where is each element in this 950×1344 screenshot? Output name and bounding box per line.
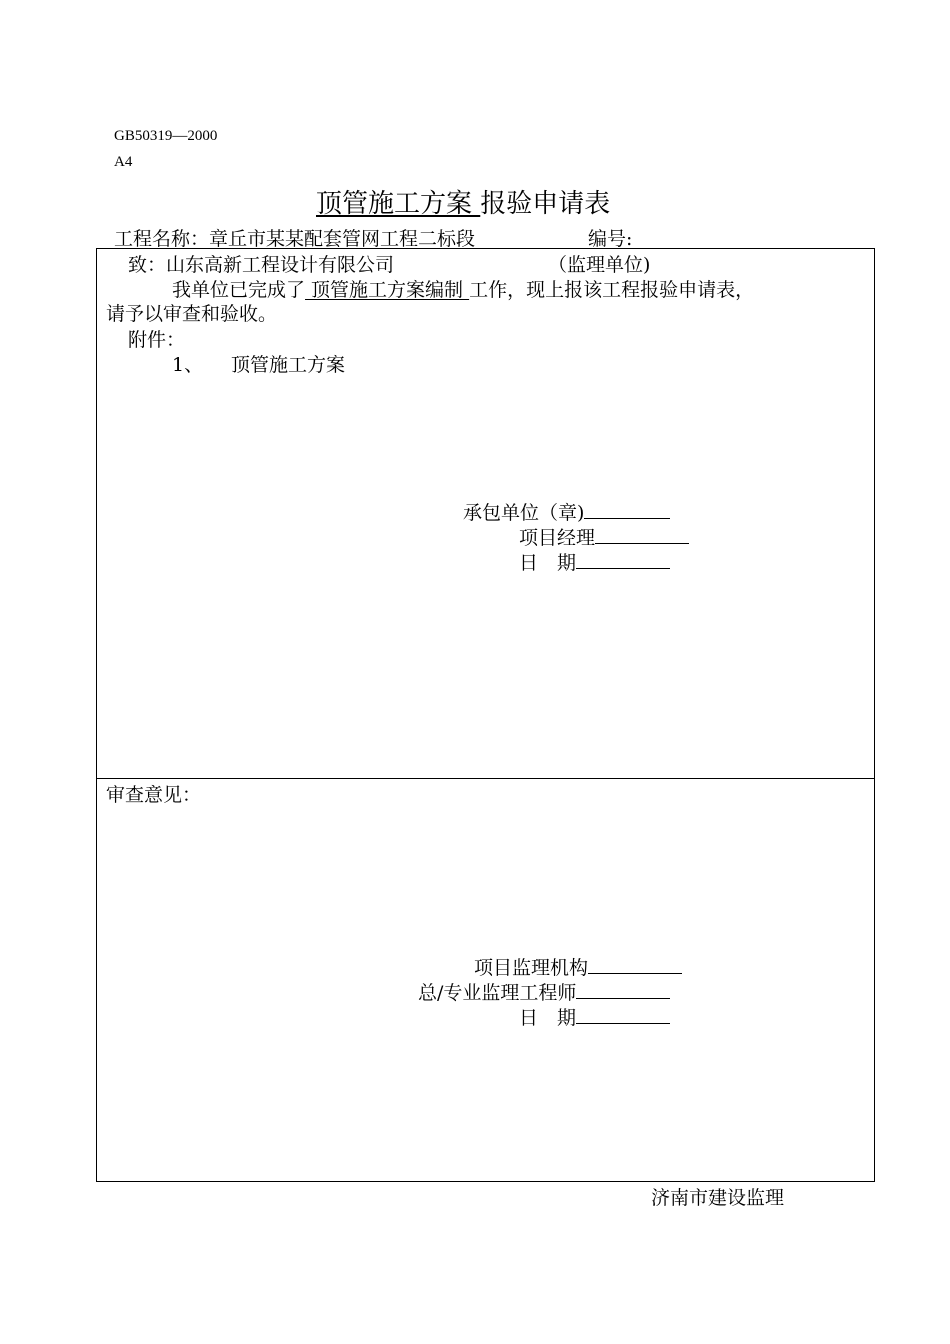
date-blank-1 bbox=[576, 552, 670, 569]
recipient-line bbox=[128, 250, 394, 277]
project-number-label: 编号: bbox=[588, 228, 633, 250]
engineer-label: 总/专业监理工程师 bbox=[418, 982, 577, 1004]
manager-label: 项目经理 bbox=[519, 527, 596, 549]
page-title bbox=[316, 183, 610, 220]
review-label: 审查意见： bbox=[106, 784, 202, 806]
project-name-line bbox=[114, 224, 475, 251]
issuer-footer: 济南市建设监理 bbox=[651, 1187, 785, 1209]
date-signature-1 bbox=[519, 548, 670, 575]
recipient-value: 山东高新工程设计有限公司 bbox=[166, 254, 395, 276]
statement-line-2: 请予以审查和验收。 bbox=[106, 303, 278, 325]
project-name-label: 工程名称： bbox=[114, 228, 210, 250]
date-signature-2 bbox=[519, 1003, 670, 1030]
date-label-1: 日 期 bbox=[519, 552, 577, 574]
contractor-blank bbox=[584, 502, 670, 519]
manager-blank bbox=[595, 527, 689, 544]
attachment-item: 顶管施工方案 bbox=[231, 354, 346, 376]
supervision-org-signature bbox=[474, 953, 682, 980]
supervision-org-blank bbox=[588, 957, 682, 974]
engineer-blank bbox=[576, 982, 670, 999]
recipient-label: 致： bbox=[128, 254, 167, 276]
manager-signature bbox=[519, 523, 689, 550]
contractor-signature bbox=[463, 498, 670, 525]
standard-code: GB50319—2000 bbox=[114, 128, 218, 144]
statement-start: 我单位已完成了 bbox=[172, 279, 306, 301]
title-main: 报验申请表 bbox=[480, 189, 611, 219]
date-label-2: 日 期 bbox=[519, 1007, 577, 1029]
attachment-number: 1、 bbox=[172, 354, 204, 376]
statement-end: 工作，现上报该工程报验申请表， bbox=[469, 279, 755, 301]
form-number: A4 bbox=[114, 154, 133, 170]
recipient-suffix: （监理单位) bbox=[548, 254, 651, 276]
supervision-org-label: 项目监理机构 bbox=[474, 957, 589, 979]
statement-work-item: 顶管施工方案编制 bbox=[305, 279, 470, 301]
statement-line-1 bbox=[172, 275, 754, 302]
title-underlined: 顶管施工方案 bbox=[316, 189, 481, 219]
project-name-value: 章丘市某某配套管网工程二标段 bbox=[209, 228, 476, 250]
attachment-label: 附件： bbox=[128, 329, 186, 351]
contractor-label: 承包单位（章) bbox=[463, 502, 585, 524]
engineer-signature bbox=[418, 978, 670, 1005]
date-blank-2 bbox=[576, 1007, 670, 1024]
